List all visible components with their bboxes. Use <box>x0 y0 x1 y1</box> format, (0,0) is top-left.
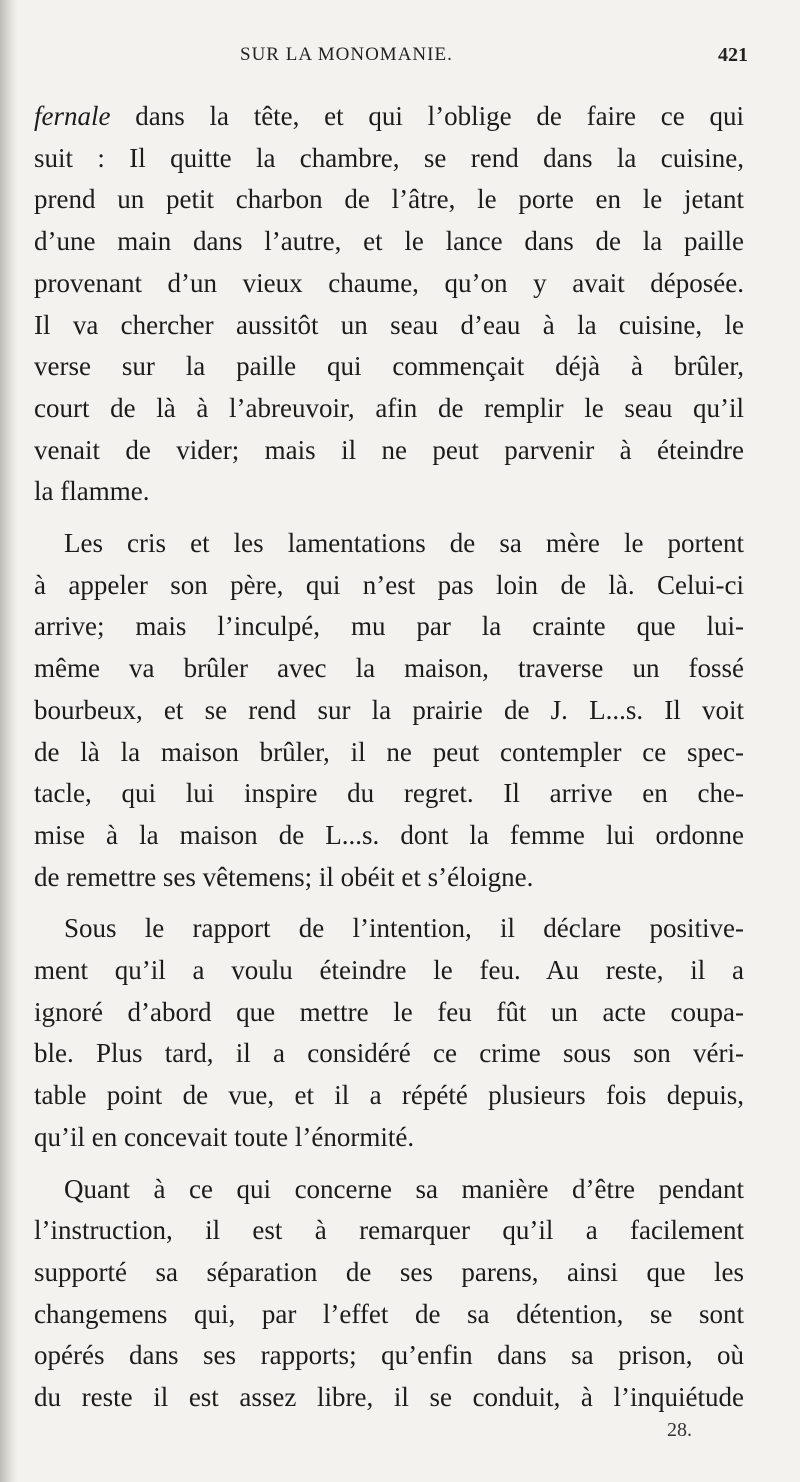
text-line: Sous le rapport de l’intention, il déclare positive- <box>64 913 744 944</box>
text-line: d’une main dans l’autre, et le lance dans de la paille <box>34 226 744 257</box>
text-line: ble. Plus tard, il a considéré ce crime sous son véri- <box>34 1038 744 1069</box>
text-line: ignoré d’abord que mettre le feu fût un acte coupa- <box>34 996 744 1027</box>
page-gutter-shadow <box>0 0 18 1482</box>
paragraph-2 <box>34 523 744 898</box>
text-line: la flamme. <box>34 476 150 507</box>
text-line: même va brûler avec la maison, traverse un fossé <box>34 653 744 684</box>
text-line: changemens qui, par l’effet de sa détention, se sont <box>34 1298 744 1329</box>
signature-mark: 28. <box>667 1419 692 1441</box>
text-line: Les cris et les lamentations de sa mère le portent <box>64 528 744 559</box>
text-line: court de là à l’abreuvoir, afin de remplir le seau qu’il <box>34 392 744 423</box>
body-text <box>34 96 744 1429</box>
text-line: de là la maison brûler, il ne peut contempler ce spec- <box>34 736 744 767</box>
text-line: arrive; mais l’inculpé, mu par la crainte que lui- <box>34 611 744 642</box>
text-line: provenant d’un vieux chaume, qu’on y avait déposée. <box>34 267 744 298</box>
text-line: l’instruction, il est à remarquer qu’il a facilement <box>34 1215 744 1246</box>
paragraph-1 <box>34 96 744 513</box>
text-line: verse sur la paille qui commençait déjà à brûler, <box>34 351 744 382</box>
text-line: du reste il est assez libre, il se conduit, à l’inquiétude <box>34 1382 744 1413</box>
text-line: bourbeux, et se rend sur la prairie de J. L...s. Il voit <box>34 694 744 725</box>
running-head: SUR LA MONOMANIE. <box>240 44 453 65</box>
text-line: prend un petit charbon de l’âtre, le porte en le jetant <box>34 184 744 215</box>
paragraph-3 <box>34 908 744 1158</box>
text-line: opérés dans ses rapports; qu’enfin dans sa prison, où <box>34 1340 744 1371</box>
text-line: venait de vider; mais il ne peut parvenir à éteindre <box>34 434 744 465</box>
text-line: fernale dans la tête, et qui l’oblige de faire ce qui <box>34 101 744 131</box>
text-line: à appeler son père, qui n’est pas loin de là. Celui-ci <box>34 569 744 600</box>
text-line: supporté sa séparation de ses parens, ainsi que les <box>34 1256 744 1287</box>
text-line: mise à la maison de L...s. dont la femme lui ordonne <box>34 819 744 850</box>
text-line: Il va chercher aussitôt un seau d’eau à la cuisine, le <box>34 309 744 340</box>
text-line: tacle, qui lui inspire du regret. Il arrive en che- <box>34 778 744 809</box>
paragraph-4 <box>34 1169 744 1419</box>
text-line: Quant à ce qui concerne sa manière d’être pendant <box>64 1173 744 1204</box>
text-line: qu’il en concevait toute l’énormité. <box>34 1121 415 1152</box>
text-line: de remettre ses vêtemens; il obéit et s’éloigne. <box>34 861 534 892</box>
page-number: 421 <box>718 44 748 66</box>
italic-word: fernale <box>34 101 111 131</box>
text-line: suit : Il quitte la chambre, se rend dans la cuisine, <box>34 142 744 173</box>
text-line: ment qu’il a voulu éteindre le feu. Au reste, il a <box>34 955 744 986</box>
text-line: table point de vue, et il a répété plusieurs fois depuis, <box>34 1080 744 1111</box>
